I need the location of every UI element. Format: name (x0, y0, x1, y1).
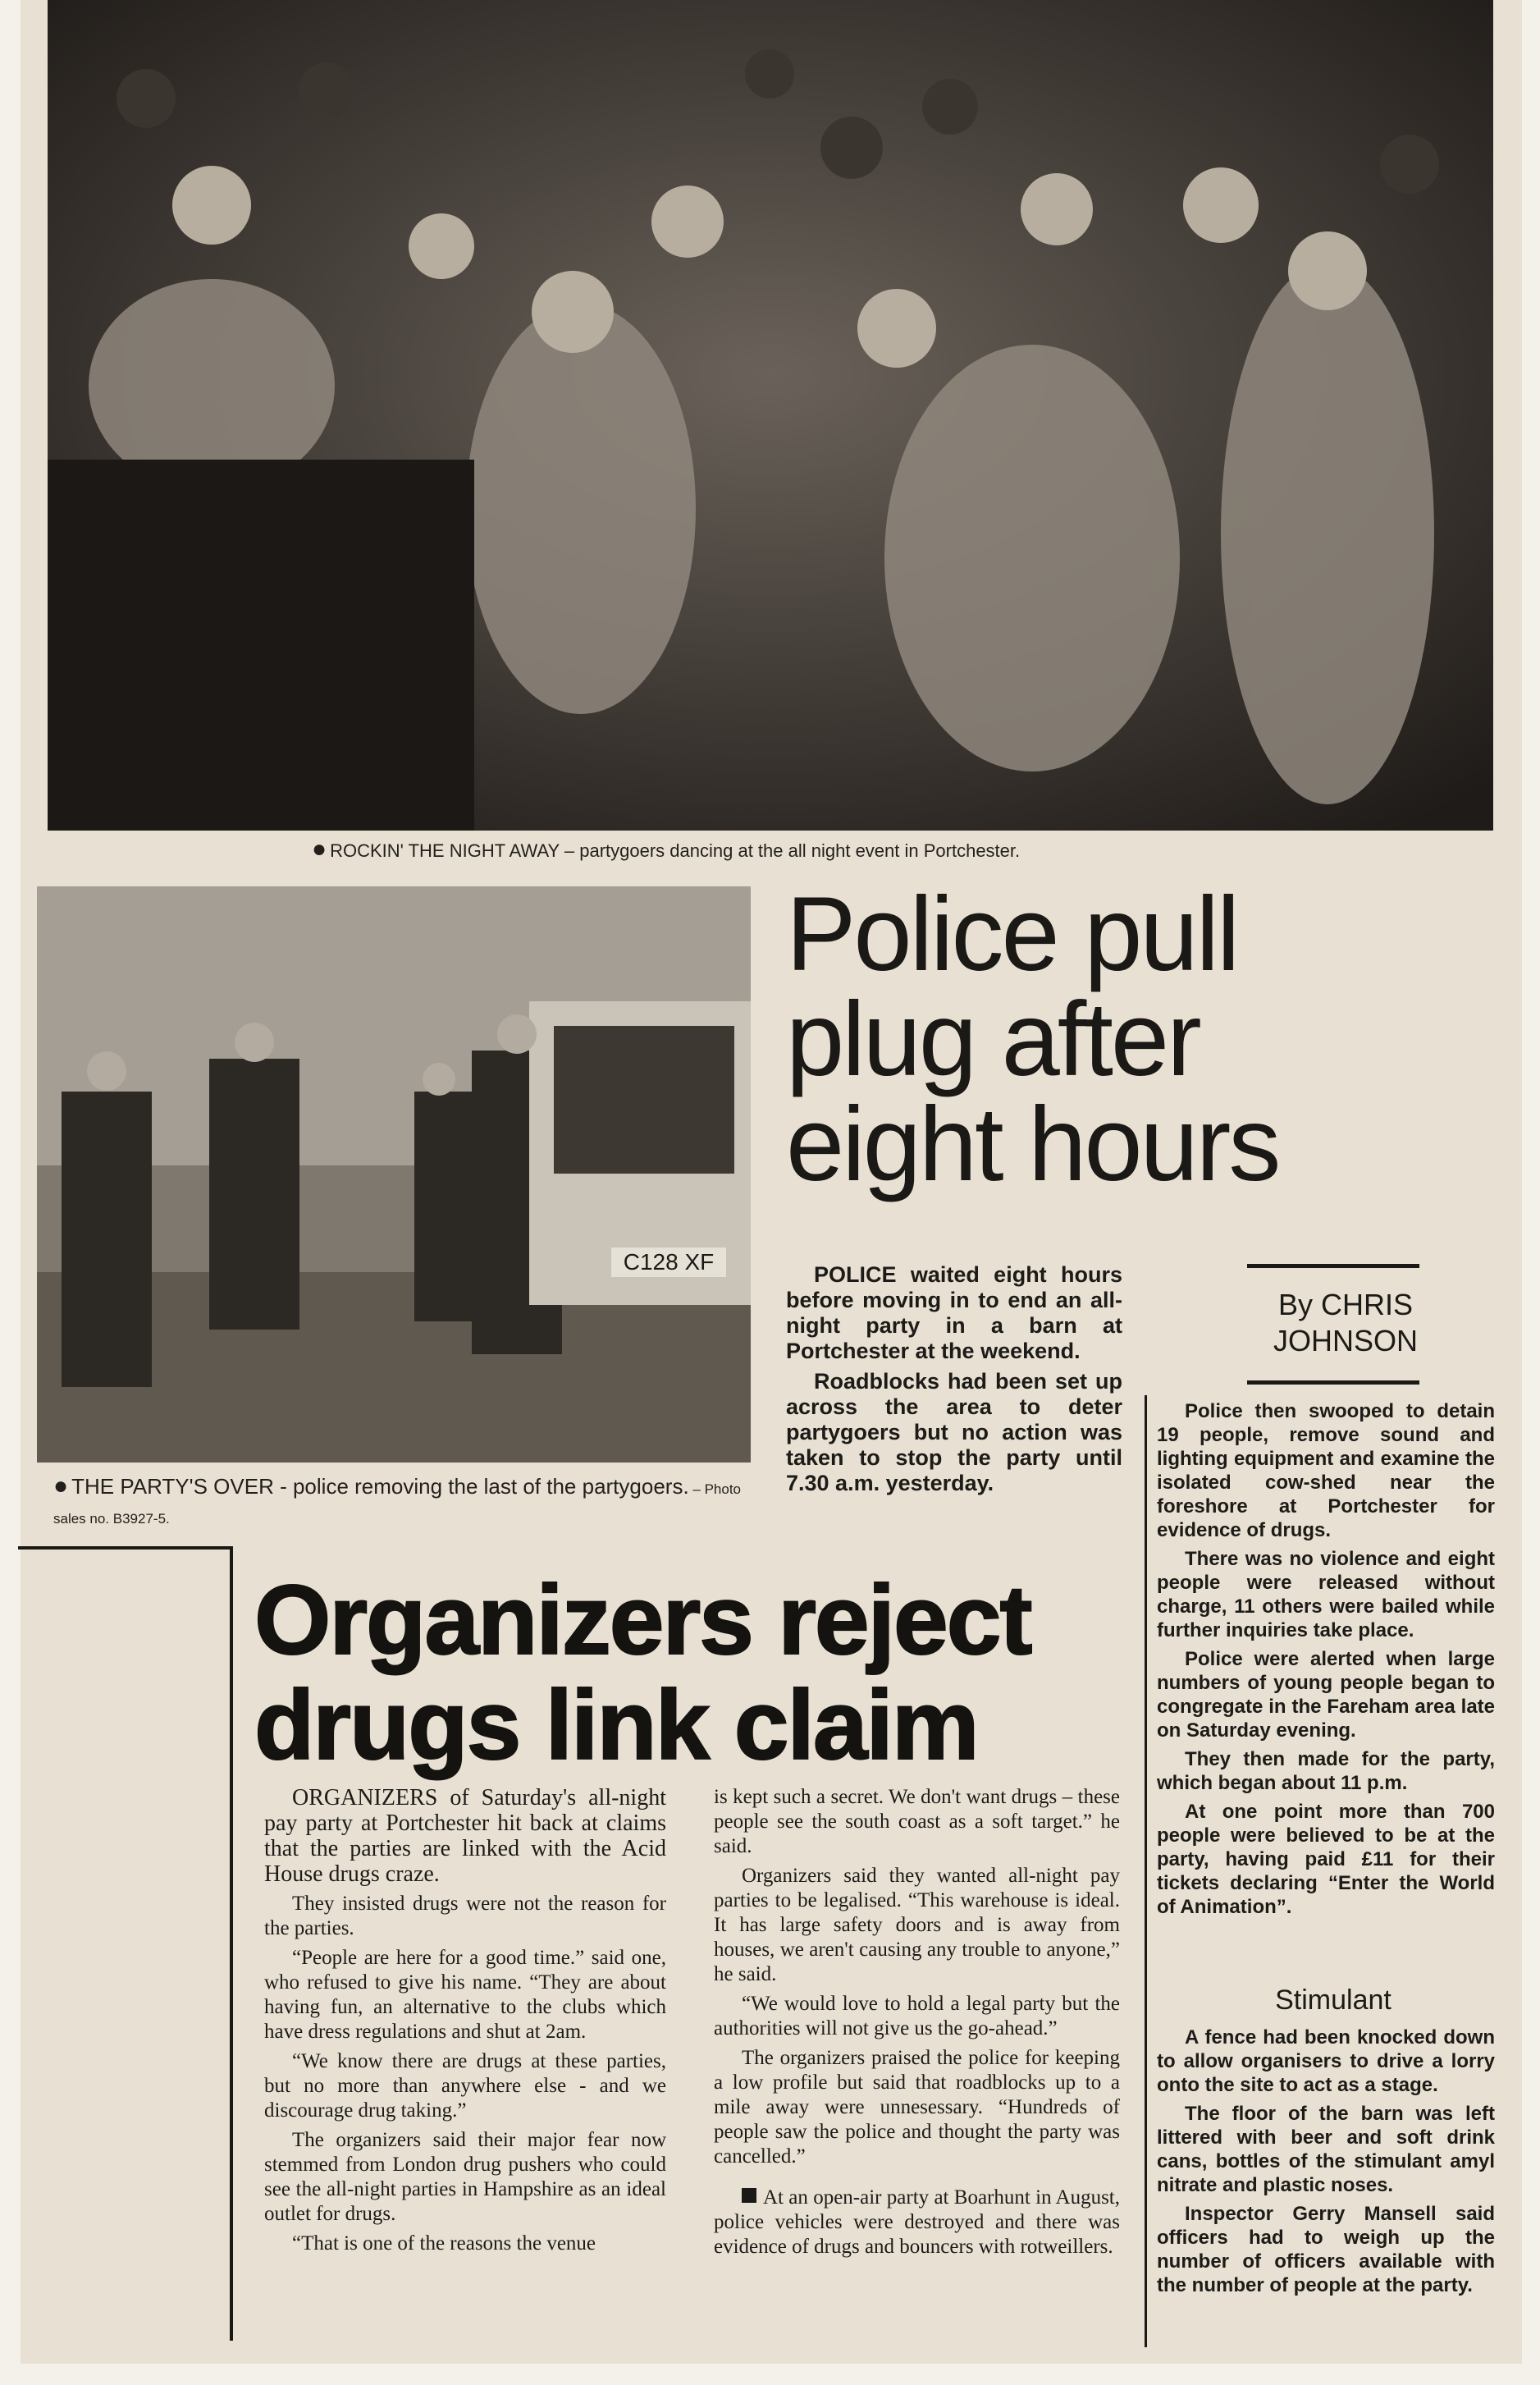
paragraph-final (714, 2186, 1120, 2259)
paragraph: At one point more than 700 people were believed to be at the party, having paid £11 for their tickets declaring “Enter the World of Animation”. (1157, 1801, 1495, 1918)
rule (1247, 1380, 1419, 1385)
paragraph: “We would love to hold a legal party but the authorities will not give us the go-ahead.” (714, 1993, 1120, 2039)
paragraph: They insisted drugs were not the reason for the parties. (264, 1893, 666, 1939)
story1-right-column (1157, 1399, 1495, 1924)
frame-rule-top (18, 1546, 233, 1550)
headline-police-pull-plug: Police pull plug after eight hours (786, 876, 1279, 1203)
paragraph: The floor of the barn was left littered with beer and soft drink cans, bottles of the stimulant amyl nitrate and plastic noses. (1157, 2103, 1495, 2196)
paragraph: is kept such a secret. We don't want drugs – these people see the south coast as a soft target.” he said. (714, 1786, 1120, 1857)
byline: By CHRIS JOHNSON (1273, 1288, 1418, 1357)
paragraph: Organizers said they wanted all-night pay parties to be legalised. “This warehouse is ideal. It has large safety doors and is away from houses, we aren't causing any trouble to anyone,” he said. (714, 1865, 1120, 1985)
paragraph: ORGANIZERS of Saturday's all-night pay party at Portchester hit back at claims that the parties are linked with the Acid House drugs craze. (264, 1785, 666, 1887)
paragraph: POLICE waited eight hours before moving in to end an all-night party in a barn at Portchester at the weekend. (786, 1262, 1122, 1363)
frame-rule-left (230, 1546, 233, 2341)
paragraph: Police were alerted when large numbers of young people began to congregate in the Fareham area late on Saturday evening. (1157, 1648, 1495, 1742)
story2-column-1 (264, 1785, 666, 2261)
headline-line: Organizers reject (254, 1565, 1031, 1675)
photo-police-van (37, 886, 751, 1463)
paragraph: The organizers praised the police for keeping a low profile but said that roadblocks up to a mile away were unnesessary. “Hundreds of people saw the police and thought the party was cancelled.” (714, 2047, 1120, 2168)
paragraph: There was no violence and eight people were released without charge, 11 others were bailed while further inquiries take place. (1157, 1548, 1495, 1641)
story1-lead-column (786, 1262, 1122, 1501)
license-plate: C128 XF (623, 1249, 715, 1275)
rule (1247, 1264, 1419, 1268)
photo-sales: – Photo sales no. B3927-5. (53, 1481, 741, 1527)
subhead-stimulant: Stimulant (1275, 1984, 1391, 2016)
story1-right-column-continued (1157, 2026, 1495, 2302)
story2-column-2 (714, 1785, 1120, 2264)
paragraph: Inspector Gerry Mansell said officers had to weigh up the number of officers available with the number of people at the party. (1157, 2203, 1495, 2296)
bullet-icon: ● (312, 835, 327, 863)
frame-rule-column (1145, 1395, 1147, 2347)
paragraph: Roadblocks had been set up across the area to deter partygoers but no action was taken to stop the party until 7.30 a.m. yesterday. (786, 1369, 1122, 1495)
paragraph: They then made for the party, which began about 11 p.m. (1157, 1748, 1495, 1794)
caption-text: ROCKIN' THE NIGHT AWAY – partygoers dancing at the all night event in Portchester. (330, 840, 1021, 861)
paragraph: Police then swooped to detain 19 people, remove sound and lighting equipment and examine the isolated cow-shed near the foreshore at Portchester for evidence of drugs. (1157, 1400, 1495, 1541)
paragraph: A fence had been knocked down to allow organisers to drive a lorry onto the site to act as a stage. (1157, 2026, 1495, 2096)
caption-lead: THE PARTY'S OVER (71, 1474, 274, 1499)
photo-crowd-dancing (48, 0, 1493, 831)
paragraph: “That is one of the reasons the venue (292, 2232, 596, 2255)
paragraph: The organizers said their major fear now stemmed from London drug pushers who could see the all-night parties in Hampshire as an ideal outlet for drugs. (264, 2129, 666, 2225)
paragraph: “People are here for a good time.” said one, who refused to give his name. “They are about having fun, an alternative to the clubs which have dress regulations and shut at 2am. (264, 1947, 666, 2043)
paragraph: “We know there are drugs at these parties, but no more than anywhere else - and we discourage drug taking.” (264, 2050, 666, 2122)
photo-caption-middle (53, 1473, 743, 1532)
square-bullet-icon (742, 2188, 756, 2203)
final-paragraph-text: At an open-air party at Boarhunt in August, police vehicles were destroyed and there was evidence of drugs and bouncers with rotweillers. (714, 2186, 1120, 2258)
caption-text: - police removing the last of the partygoers. (273, 1474, 689, 1499)
photo-caption-top (312, 835, 1296, 863)
headline-line: drugs link claim (254, 1670, 978, 1780)
headline-organizers-reject (254, 1565, 1157, 1780)
bullet-icon: ● (53, 1472, 69, 1499)
